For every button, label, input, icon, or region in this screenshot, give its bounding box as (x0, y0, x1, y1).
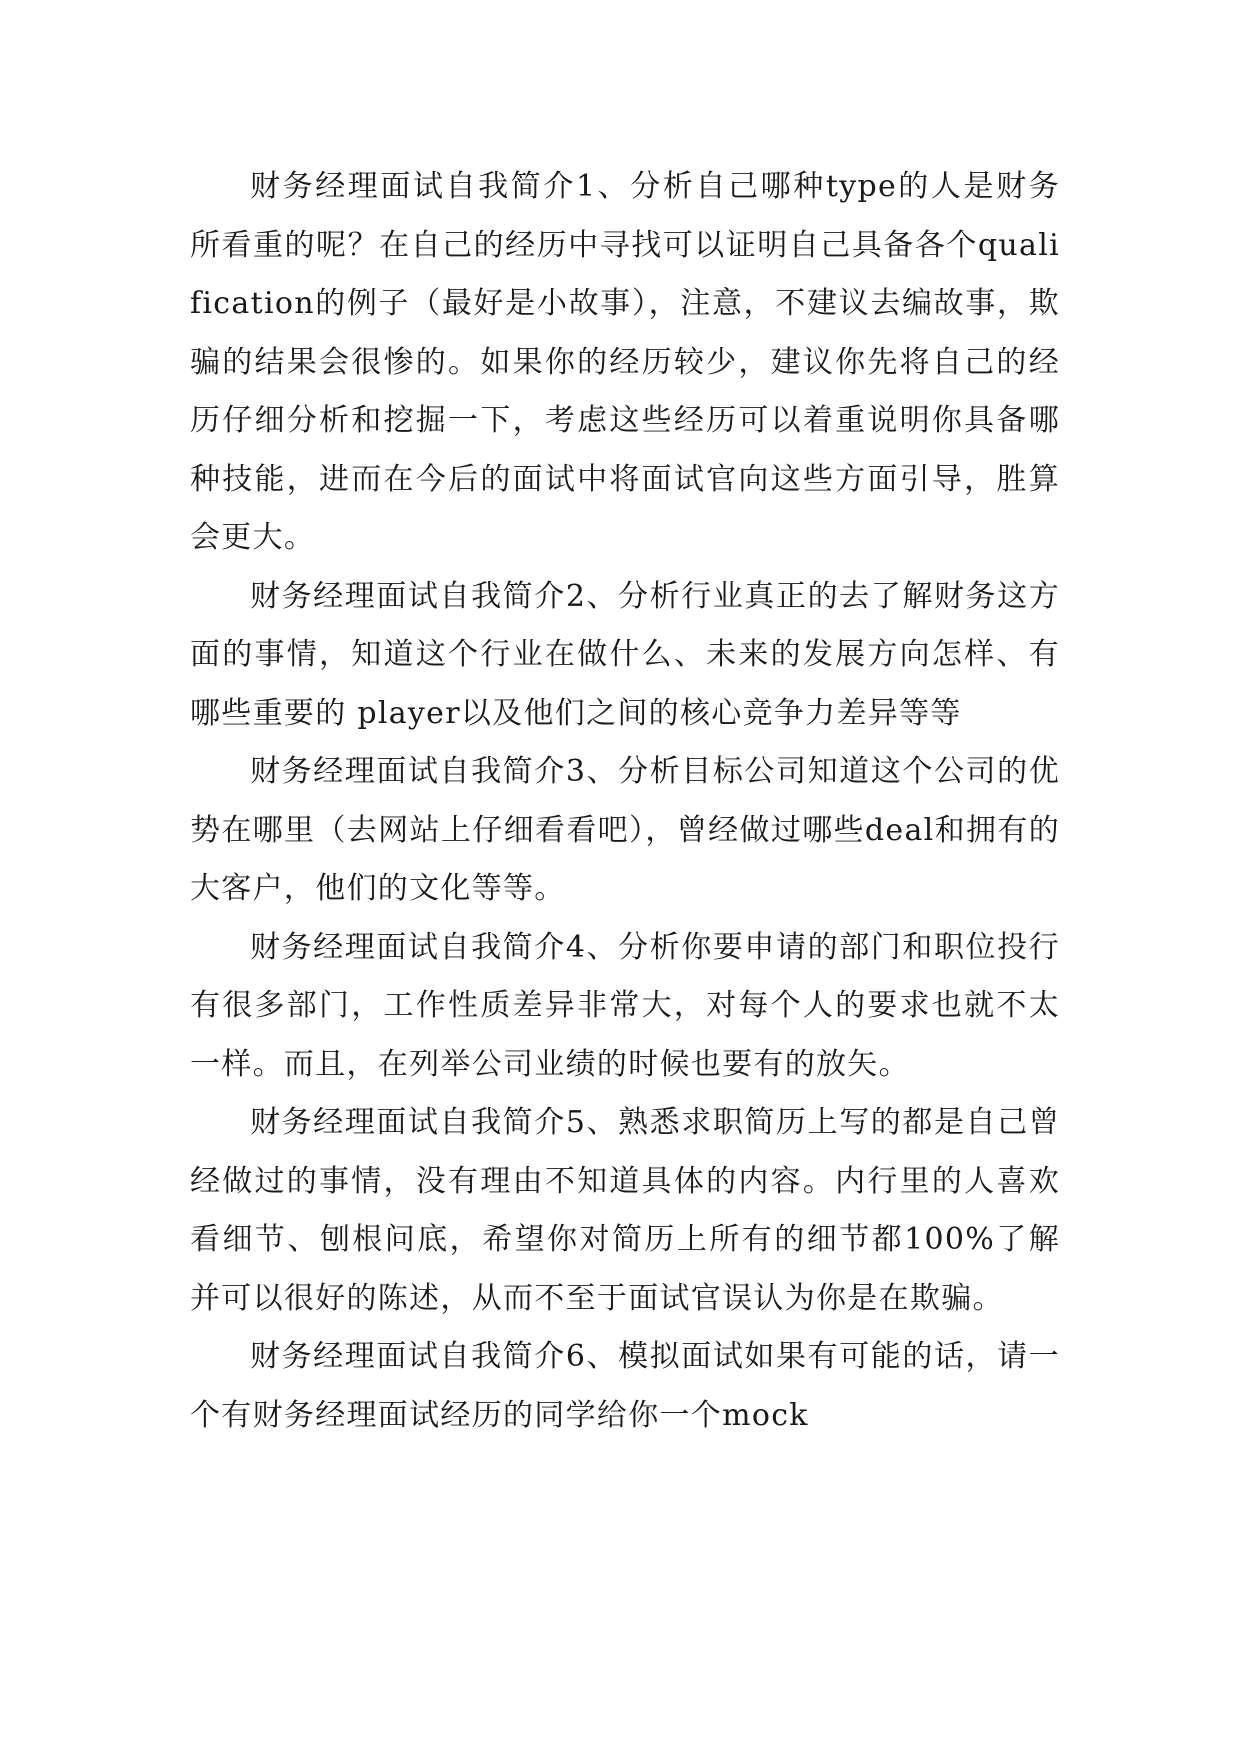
paragraph-3: 财务经理面试自我简介3、分析目标公司知道这个公司的优势在哪里（去网站上仔细看看吧），曾经做过哪些deal和拥有的大客户，他们的文化等等。 (190, 754, 1060, 906)
paragraph-5: 财务经理面试自我简介5、熟悉求职简历上写的都是自己曾经做过的事情，没有理由不知道具体的内容。内行里的人喜欢看细节、刨根问底，希望你对简历上所有的细节都100%了解并可以很好的陈述，从而不至于面试官误认为你是在欺骗。 (190, 1105, 1060, 1316)
paragraph-4: 财务经理面试自我简介4、分析你要申请的部门和职位投行有很多部门，工作性质差异非常大，对每个人的要求也就不太一样。而且，在列举公司业绩的时候也要有的放矢。 (190, 929, 1060, 1082)
document-body (190, 158, 1060, 1445)
paragraph-2: 财务经理面试自我简介2、分析行业真正的去了解财务这方面的事情，知道这个行业在做什么、未来的发展方向怎样、有哪些重要的 player以及他们之间的核心竞争力差异等等 (190, 578, 1060, 731)
paragraph-6: 财务经理面试自我简介6、模拟面试如果有可能的话，请一个有财务经理面试经历的同学给你一个mock (190, 1339, 1060, 1433)
paragraph-1: 财务经理面试自我简介1、分析自己哪种type的人是财务所看重的呢？在自己的经历中寻找可以证明自己具备各个qualification的例子（最好是小故事），注意，不建议去编故事，欺骗的结果会很惨的。如果你的经历较少，建议你先将自己的经历仔细分析和挖掘一下，考虑这些经历可以着重说明你具备哪种技能，进而在今后的面试中将面试官向这些方面引导，胜算会更大。 (190, 169, 1060, 555)
